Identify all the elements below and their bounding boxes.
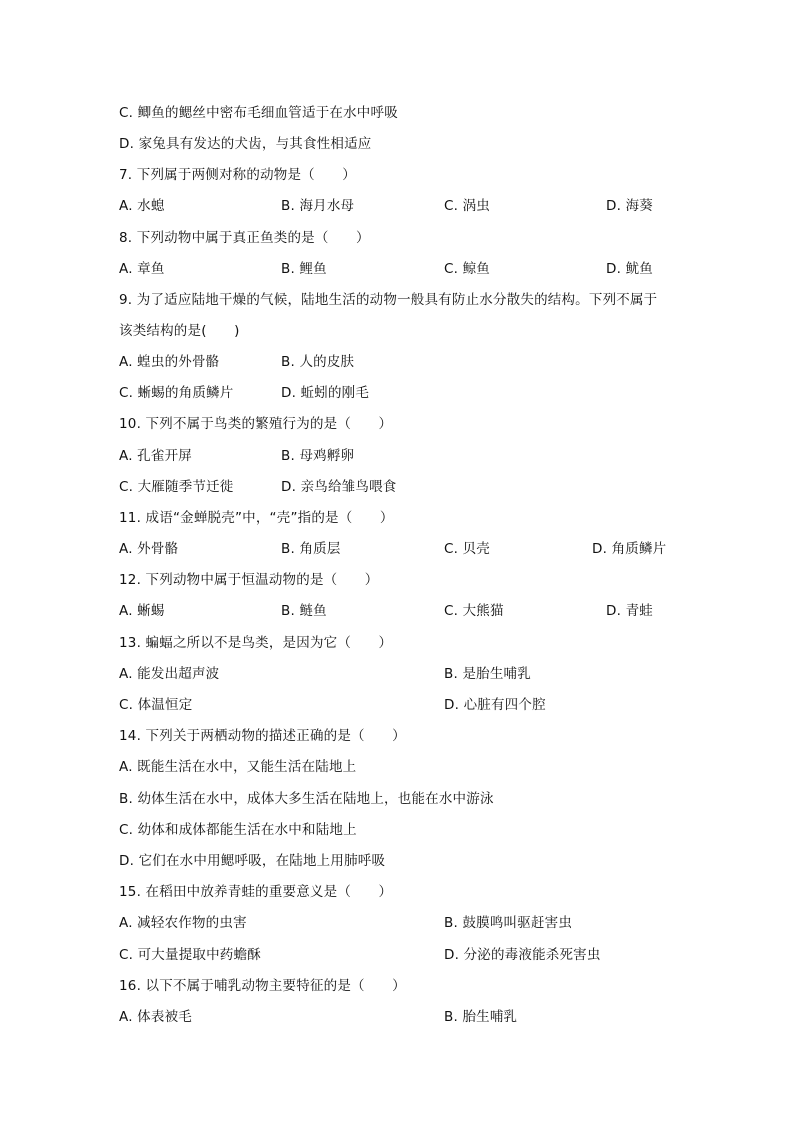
question-14-stem: 14. 下列关于两栖动物的描述正确的是（ ） xyxy=(119,728,406,744)
question-10-option-a: A. 孔雀开屏 xyxy=(119,448,192,464)
question-10-stem: 10. 下列不属于鸟类的繁殖行为的是（ ） xyxy=(119,416,393,432)
question-15-option-d: D. 分泌的毒液能杀死害虫 xyxy=(444,947,601,963)
question-13-option-d: D. 心脏有四个腔 xyxy=(444,697,546,713)
question-7-option-d: D. 海葵 xyxy=(606,198,653,214)
question-15-option-a: A. 减轻农作物的虫害 xyxy=(119,915,247,931)
question-14-option-c: C. 幼体和成体都能生活在水中和陆地上 xyxy=(119,822,357,838)
question-8-option-d: D. 鱿鱼 xyxy=(606,261,653,277)
question-8-option-c: C. 鲸鱼 xyxy=(444,261,491,277)
question-7-option-b: B. 海月水母 xyxy=(281,198,355,214)
question-8-option-b: B. 鲤鱼 xyxy=(281,261,327,277)
question-15-stem: 15. 在稻田中放养青蛙的重要意义是（ ） xyxy=(119,884,393,900)
question-12-option-c: C. 大熊猫 xyxy=(444,603,504,619)
question-10-option-d: D. 亲鸟给雏鸟喂食 xyxy=(281,479,397,495)
question-7-option-a: A. 水螅 xyxy=(119,198,165,214)
prev-option-d: D. 家兔具有发达的犬齿，与其食性相适应 xyxy=(119,136,372,152)
question-12-option-b: B. 鲢鱼 xyxy=(281,603,327,619)
question-13-option-a: A. 能发出超声波 xyxy=(119,666,220,682)
question-10-option-c: C. 大雁随季节迁徙 xyxy=(119,479,234,495)
question-9-option-c: C. 蜥蜴的角质鳞片 xyxy=(119,385,234,401)
question-8-stem: 8. 下列动物中属于真正鱼类的是（ ） xyxy=(119,230,370,246)
question-13-option-c: C. 体温恒定 xyxy=(119,697,193,713)
question-16-option-a: A. 体表被毛 xyxy=(119,1009,192,1025)
question-12-stem: 12. 下列动物中属于恒温动物的是（ ） xyxy=(119,572,379,588)
question-9-stem: 9. 为了适应陆地干燥的气候，陆地生活的动物一般具有防止水分散失的结构。下列不属于 xyxy=(119,292,658,308)
question-14-option-a: A. 既能生活在水中，又能生活在陆地上 xyxy=(119,759,357,775)
question-14-option-b: B. 幼体生活在水中，成体大多生活在陆地上，也能在水中游泳 xyxy=(119,791,494,807)
question-8-option-a: A. 章鱼 xyxy=(119,261,165,277)
question-15-option-b: B. 鼓膜鸣叫驱赶害虫 xyxy=(444,915,573,931)
question-11-option-a: A. 外骨骼 xyxy=(119,541,179,557)
question-16-stem: 16. 以下不属于哺乳动物主要特征的是（ ） xyxy=(119,978,406,994)
question-13-stem: 13. 蝙蝠之所以不是鸟类，是因为它（ ） xyxy=(119,635,393,651)
question-12-option-a: A. 蜥蜴 xyxy=(119,603,165,619)
question-13-option-b: B. 是胎生哺乳 xyxy=(444,666,531,682)
question-11-stem: 11. 成语“金蝉脱壳”中，“壳”指的是（ ） xyxy=(119,510,394,526)
question-12-option-d: D. 青蛙 xyxy=(606,603,653,619)
question-9-option-d: D. 蚯蚓的刚毛 xyxy=(281,385,370,401)
question-14-option-d: D. 它们在水中用鳃呼吸，在陆地上用肺呼吸 xyxy=(119,853,386,869)
question-11-option-d: D. 角质鳞片 xyxy=(592,541,667,557)
question-9-stem-continued: 该类结构的是( ) xyxy=(119,323,240,339)
question-7-option-c: C. 涡虫 xyxy=(444,198,491,214)
question-9-option-b: B. 人的皮肤 xyxy=(281,354,355,370)
question-16-option-b: B. 胎生哺乳 xyxy=(444,1009,518,1025)
question-15-option-c: C. 可大量提取中药蟾酥 xyxy=(119,947,261,963)
question-9-option-a: A. 蝗虫的外骨骼 xyxy=(119,354,220,370)
prev-option-c: C. 鲫鱼的鳃丝中密布毛细血管适于在水中呼吸 xyxy=(119,105,398,121)
question-10-option-b: B. 母鸡孵卵 xyxy=(281,448,355,464)
question-11-option-b: B. 角质层 xyxy=(281,541,341,557)
question-11-option-c: C. 贝壳 xyxy=(444,541,491,557)
question-7-stem: 7. 下列属于两侧对称的动物是（ ） xyxy=(119,167,356,183)
